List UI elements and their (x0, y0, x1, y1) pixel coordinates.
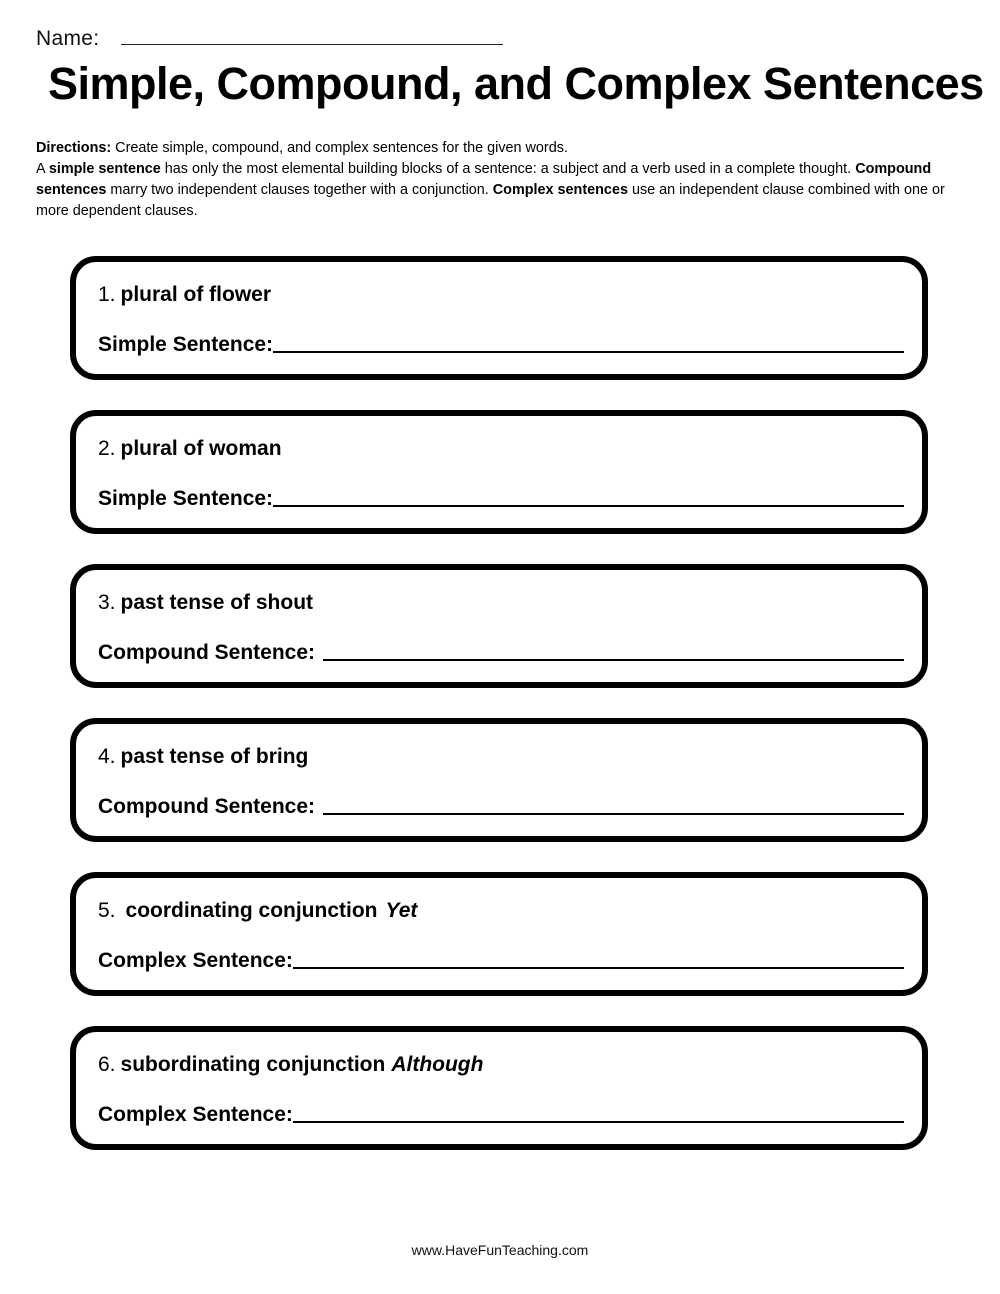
answer-row (98, 950, 904, 971)
question-number: 5. (98, 899, 116, 922)
question-prompt (98, 284, 271, 305)
question-word: subordinating conjunction (120, 1053, 386, 1076)
answer-label: Compound Sentence: (98, 641, 316, 664)
question-number: 1. (98, 283, 116, 306)
question-word-italic: Although (391, 1053, 484, 1076)
questions-list (70, 256, 928, 1180)
answer-input-line[interactable] (273, 351, 904, 353)
directions-body-2: has only the most elemental building blocks of a sentence: a subject and a verb used in a complete thought. (160, 160, 856, 177)
answer-input-line[interactable] (323, 813, 904, 815)
footer-url: www.HaveFunTeaching.com (411, 1242, 589, 1258)
question-box (70, 410, 928, 534)
question-box (70, 256, 928, 380)
question-box (70, 872, 928, 996)
question-word: plural of woman (120, 437, 282, 460)
answer-input-line[interactable] (293, 1121, 904, 1123)
name-row (36, 28, 503, 49)
answer-label: Simple Sentence: (98, 333, 274, 356)
answer-label: Complex Sentence: (98, 1103, 293, 1126)
directions-bold-2: Compound sentences (36, 160, 932, 198)
question-word: past tense of bring (120, 745, 309, 768)
question-number: 4. (98, 745, 116, 768)
question-word-italic: Yet (385, 899, 418, 922)
answer-row (98, 796, 904, 817)
question-box (70, 718, 928, 842)
answer-input-line[interactable] (323, 659, 904, 661)
directions-line1: Create simple, compound, and complex sentences for the given words. (115, 140, 568, 156)
directions-body-1: A (36, 160, 49, 177)
answer-row (98, 642, 904, 663)
directions-body-3: marry two independent clauses together with a conjunction. (106, 181, 493, 198)
directions-block (36, 138, 964, 222)
answer-row (98, 488, 904, 509)
question-number: 2. (98, 437, 116, 460)
answer-label: Complex Sentence: (98, 949, 293, 972)
name-label: Name: (36, 27, 100, 50)
question-word: coordinating conjunction (125, 899, 378, 922)
question-prompt (98, 746, 308, 767)
answer-row (98, 1104, 904, 1125)
page-title: Simple, Compound, and Complex Sentences (48, 58, 984, 109)
answer-input-line[interactable] (293, 967, 904, 969)
answer-input-line[interactable] (273, 505, 904, 507)
question-word: plural of flower (120, 283, 272, 306)
question-prompt (98, 900, 417, 921)
directions-body-4: use an independent clause combined with one or more dependent clauses. (36, 181, 945, 219)
directions-bold-1: simple sentence (48, 160, 161, 177)
question-word: past tense of shout (120, 591, 314, 614)
question-prompt (98, 438, 282, 459)
question-number: 3. (98, 591, 116, 614)
answer-label: Simple Sentence: (98, 487, 274, 510)
question-box (70, 1026, 928, 1150)
answer-label: Compound Sentence: (98, 795, 316, 818)
question-box (70, 564, 928, 688)
question-number: 6. (98, 1053, 116, 1076)
directions-label (36, 140, 111, 156)
name-input-line[interactable] (121, 44, 503, 45)
directions-bold-3: Complex sentences (492, 181, 628, 198)
answer-row (98, 334, 904, 355)
directions-label-text: Directions: (36, 140, 112, 156)
question-prompt (98, 1054, 483, 1075)
question-prompt (98, 592, 313, 613)
